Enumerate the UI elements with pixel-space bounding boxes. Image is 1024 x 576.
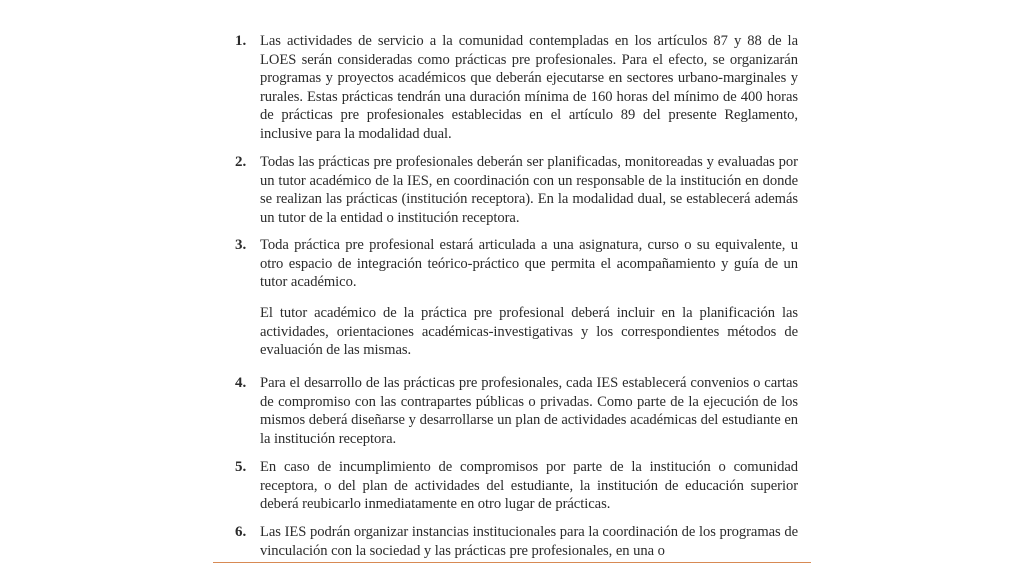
item-text: Las IES podrán organizar instancias institucionales para la coordinación de los programas de vinculación con la sociedad y las prácticas pre profesionales, en una o [260, 524, 798, 559]
item-number: 6. [235, 524, 247, 540]
item-number: 4. [235, 375, 247, 391]
item-text: Para el desarrollo de las prácticas pre profesionales, cada IES establecerá convenios o cartas de compromiso con las contrapartes públicas o privadas. Como parte de la ejecución de los mismos deberá diseñarse y desarrollarse un plan de actividades académicas del estudiante en la institución receptora. [260, 375, 798, 447]
item-number: 1. [235, 33, 247, 49]
item-number: 3. [235, 237, 247, 253]
document-page [213, 22, 811, 562]
item-text: Todas las prácticas pre profesionales deberán ser planificadas, monitoreadas y evaluadas por un tutor académico de la IES, en coordinación con un responsable de la institución en donde se realizan las prácticas (institución receptora). En la modalidad dual, se establecerá además un tutor de la entidad o institución receptora. [260, 154, 798, 226]
item-extra-paragraph: El tutor académico de la práctica pre profesional deberá incluir en la planificación las actividades, orientaciones académicas-investigativas y los correspondientes métodos de evaluación de las mismas. [260, 305, 798, 358]
page-bottom-rule [213, 562, 811, 563]
item-text: En caso de incumplimiento de compromisos por parte de la institución o comunidad receptora, o del plan de actividades del estudiante, la institución de educación superior deberá reubicarlo inmediatamente en otro lugar de prácticas. [260, 459, 798, 512]
item-text: Toda práctica pre profesional estará articulada a una asignatura, curso o su equivalente, u otro espacio de integración teórico-práctico que permita el acompañamiento y guía de un tutor académico. [260, 237, 798, 290]
item-number: 2. [235, 154, 247, 170]
item-number: 5. [235, 459, 247, 475]
item-text: Las actividades de servicio a la comunidad contempladas en los artículos 87 y 88 de la LOES serán consideradas como prácticas pre profesionales. Para el efecto, se organizarán programas y proyectos académicos que deberán ejecutarse en sectores urbano-marginales y rurales. Estas prácticas tendrán una duración mínima de 160 horas del mínimo de 400 horas de prácticas pre profesionales establecidas en el artículo 89 del presente Reglamento, inclusive para la modalidad dual. [260, 33, 798, 142]
